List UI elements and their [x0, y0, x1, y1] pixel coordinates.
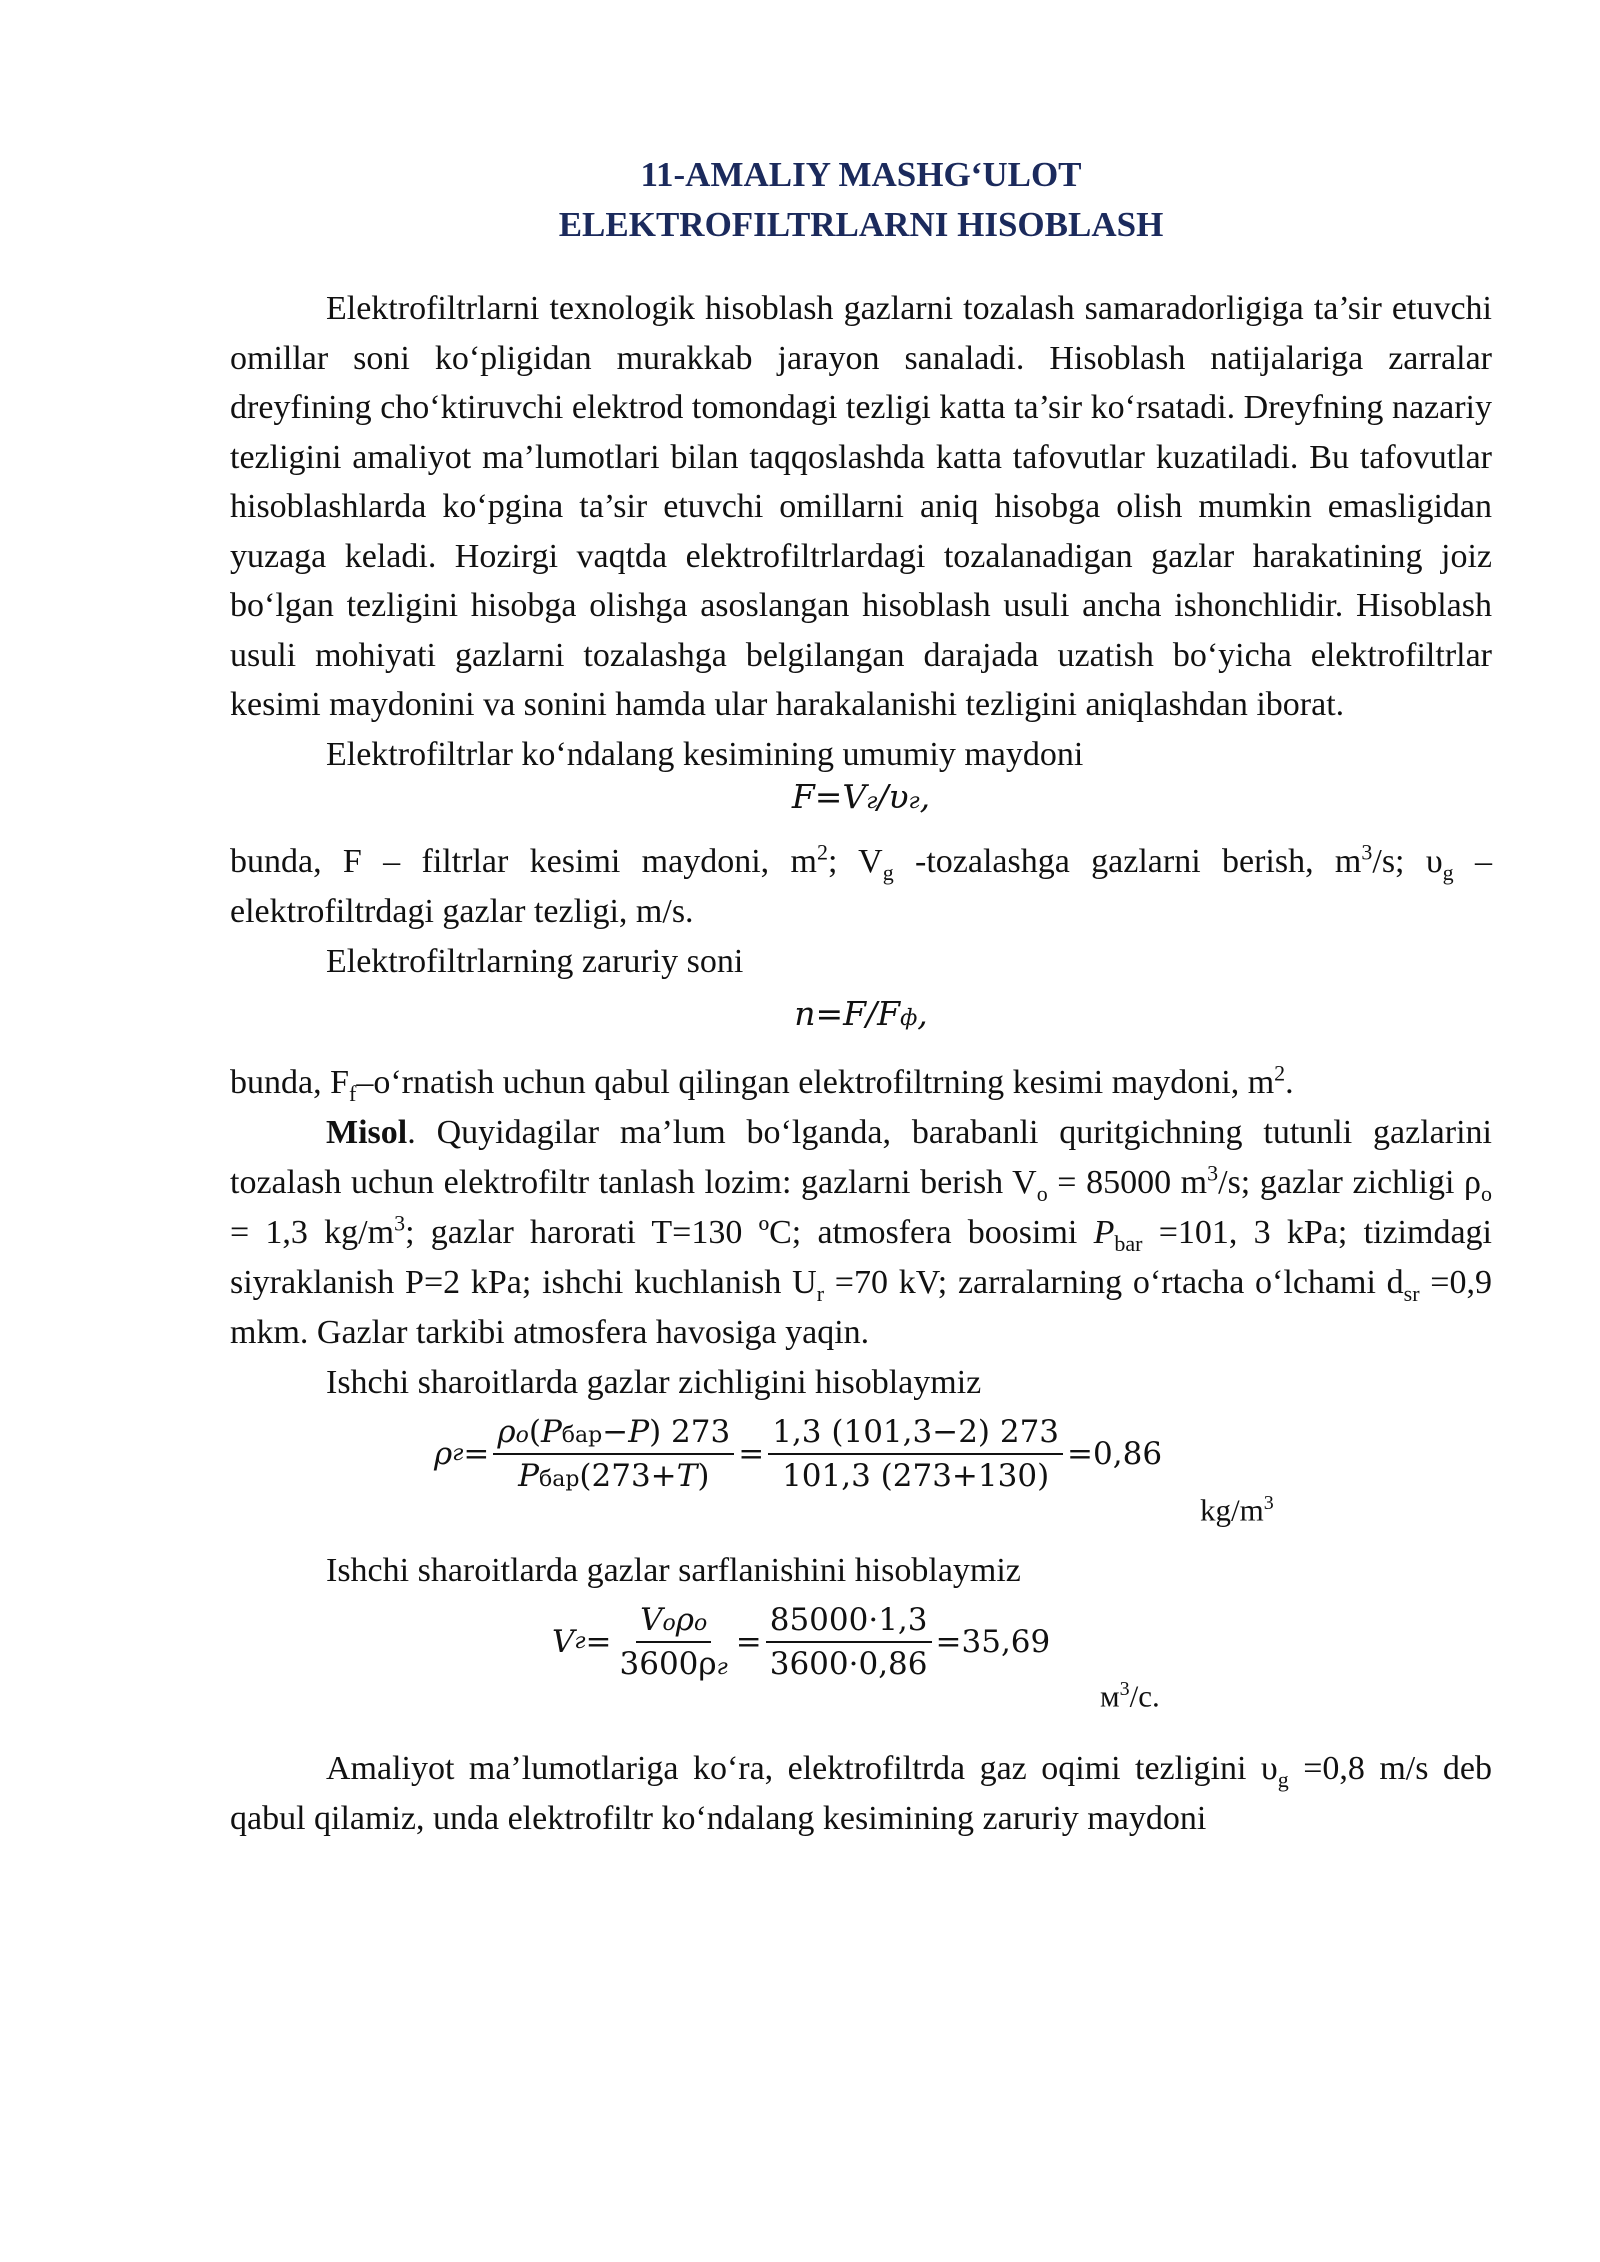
formula-symbol: F	[843, 993, 867, 1033]
formula-symbol: F	[791, 776, 815, 816]
formula-subscript: г	[574, 1629, 586, 1654]
formula-fraction: $\frac{\text{Voρo}}{3600\rho г}$	[619, 1601, 728, 1682]
formula-flow	[230, 1602, 1492, 1726]
formula-symbol: =	[585, 1623, 612, 1660]
formula-subscript: г	[452, 1441, 464, 1466]
formula-symbol: V	[552, 1623, 575, 1660]
formula-subscript: ф	[900, 1005, 918, 1031]
formula-fraction: $\frac{85000\cdot 1,3}{3600\cdot 0,86}$	[766, 1602, 932, 1682]
intro-paragraph: Elektrofiltrlarni texnologik hisoblash gazlarni tozalash samaradorligiga ta’sir etuvchi omillar soni ko‘pligidan murakkab jarayon sanaladi. Hisoblash natijalariga zarralar dreyfining cho‘ktiruvchi elektrod tomondagi tezligi katta ta’sir ko‘rsatadi. Dreyfning nazariy tezligini amaliyot ma’lumotlari bilan taqqoslashda katta tafovutlar kuzatiladi. Bu tafovutlar hisoblashlarda ko‘pgina ta’sir etuvchi omillarni aniq hisobga olish mumkin emasligidan yuzaga keladi. Hozirgi vaqtda elektrofiltrlardagi tozalanadigan gazlar harakatining joiz bo‘lgan tezligini hisobga olishga asoslangan hisoblash usuli ancha ishonchlidir. Hisoblash usuli mohiyati gazlarni tozalashga belgilangan darajada uzatish bo‘yicha elektrofiltrlar kesimi maydonini va sonini hamda ular harakalanishi tezligini aniqlashdan iborat.	[230, 290, 1492, 723]
formula-symbol: =	[814, 776, 843, 816]
formula-filter-count	[230, 989, 1492, 1044]
density-unit: $kg/m^3$	[1200, 1491, 1274, 1527]
formula-symbol: /	[877, 776, 889, 816]
formula-subscript: г	[908, 788, 920, 814]
formula-symbol: =	[815, 993, 844, 1033]
topic-title: ELEKTROFILTRLARNI HISOBLASH	[558, 205, 1164, 244]
formula-fraction: $\frac{\text{ρo(Pбар−P) 273}}{\text{Pбар(273+T)}}$	[493, 1414, 734, 1494]
formula-symbol: υ	[888, 776, 909, 816]
formula-symbol: =	[735, 1623, 762, 1660]
flow-unit: $м^3/с$.	[1100, 1677, 1160, 1713]
formula-symbol: ,	[919, 776, 931, 816]
formula-symbol: n	[794, 993, 816, 1033]
example-paragraph: Misol. Quyidagilar ma’lum bo‘lganda, barabanli quritgichning tutunli gazlarini tozalash uchun elektrofiltr tanlash lozim: gazlarni berish $V_o = 85000$ $m^3/s$; gazlar zichligi $\rho_o = 1,3$ $kg/m^3$; gazlar harorati T=130 ºC; atmosfera boosimi $P_{bar} =101$, 3 kPa; tizimdagi siyraklanish P=2 kPa; ishchi kuchlanish $U_r =70$ kV; zarralarning o‘rtacha o‘lchami $d_{sr} =0,9$ mkm. Gazlar tarkibi atmosfera havosiga yaqin.	[230, 1113, 1492, 1351]
formula-symbol: =	[738, 1435, 765, 1472]
title-block	[230, 150, 1492, 250]
example-label: Misol	[326, 1113, 408, 1151]
formula-result: 0,86	[1093, 1435, 1163, 1472]
count-definition: bunda, $F_f-o‘rnatish$ uchun qabul qilingan elektrofiltrning kesimi maydoni, $m^2$.	[230, 1060, 1294, 1106]
formula-density	[230, 1414, 1492, 1538]
final-paragraph: Amaliyot ma’lumotlariga ko‘ra, elektrofiltrda gaz oqimi tezligini $\upsilon_g =0,8$ m/s deb qabul qilamiz, unda elektrofiltr ko‘ndalang kesimining zaruriy maydoni	[230, 1749, 1493, 1837]
document-page	[230, 150, 1492, 1844]
formula-symbol: =	[463, 1435, 490, 1472]
formula-symbol: =	[1067, 1435, 1094, 1472]
formula-subscript: г	[866, 788, 878, 814]
formula-symbol: /	[866, 993, 878, 1033]
area-definition: bunda, F – filtrlar kesimi maydoni, $m^2$; $V_g$ -tozalashga gazlarni berish, $m^3/s$; $\upsilon_g$ – elektrofiltrdagi gazlar tezligi, m/s.	[230, 839, 1493, 930]
flow-intro: Ishchi sharoitlarda gazlar sarflanishini hisoblaymiz	[326, 1551, 1021, 1589]
formula-symbol: ,	[917, 993, 928, 1033]
formula-symbol: =	[935, 1623, 962, 1660]
density-intro: Ishchi sharoitlarda gazlar zichligini hisoblaymiz	[326, 1363, 982, 1401]
formula-total-area	[230, 772, 1492, 827]
formula-symbol: F	[877, 993, 901, 1033]
formula-fraction: $\frac{1,3 (101,3-2) 273}{101,3 (273+130)}$	[768, 1414, 1063, 1494]
formula-symbol: ρ	[434, 1435, 453, 1472]
formula-result: 35,69	[961, 1623, 1051, 1660]
exercise-title: 11-AMALIY MASHG‘ULOT	[640, 155, 1082, 194]
count-intro: Elektrofiltrlarning zaruriy soni	[326, 942, 744, 980]
area-intro: Elektrofiltrlar ko‘ndalang kesimining umumiy maydoni	[326, 735, 1084, 773]
formula-symbol: V	[842, 776, 867, 816]
